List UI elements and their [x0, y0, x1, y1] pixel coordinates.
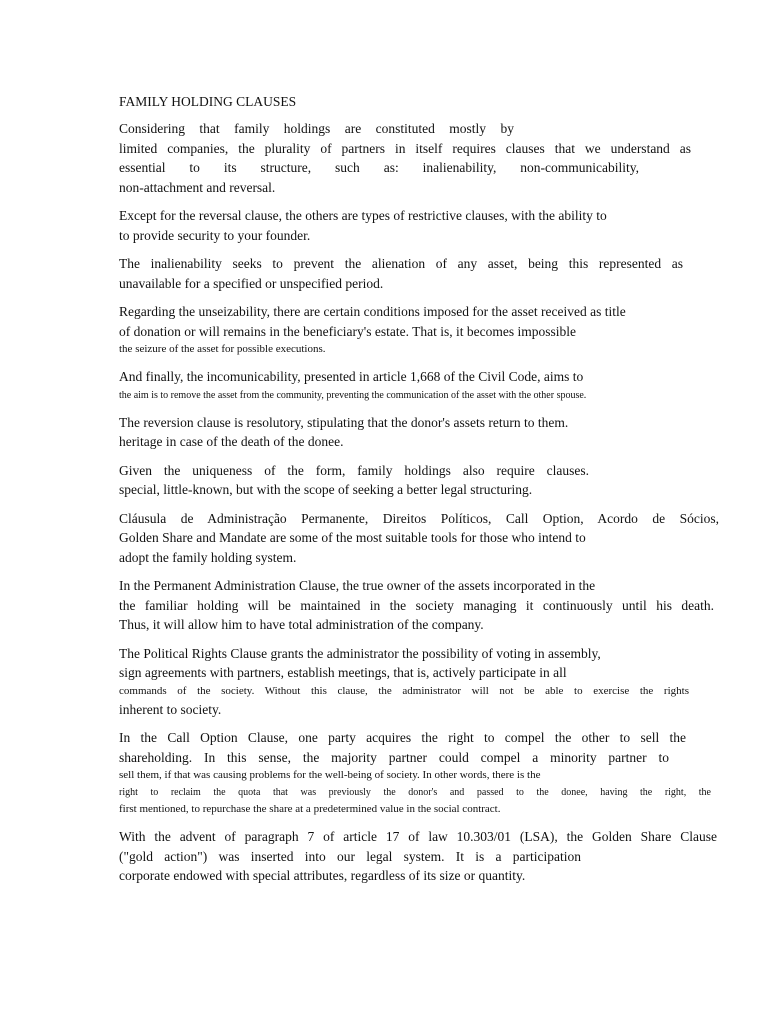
paragraph-uniqueness [119, 461, 719, 500]
text-line: corporate endowed with special attributes, regardless of its size or quantity. [119, 868, 526, 883]
paragraph-unseizability [119, 302, 719, 358]
text-line: essential to its structure, such as: inalienability, non-communicability, [119, 160, 639, 175]
text-line: adopt the family holding system. [119, 549, 297, 565]
text-line: Except for the reversal clause, the others are types of restrictive clauses, with the ability to [119, 208, 607, 223]
text-line: the seizure of the asset for possible executions. [119, 343, 326, 355]
text-line: ("gold action") was inserted into our legal system. It is a participation [119, 848, 581, 864]
text-line: shareholding. In this sense, the majority partner could compel a minority partner to [119, 749, 669, 765]
text-line: first mentioned, to repurchase the share at a predetermined value in the social contract. [119, 803, 501, 815]
paragraph-golden-share [119, 827, 719, 886]
paragraph-permanent-administration [119, 576, 719, 635]
paragraph-call-option [119, 728, 719, 818]
text-line: In the Permanent Administration Clause, the true owner of the assets incorporated in the [119, 578, 596, 593]
text-line: In the Call Option Clause, one party acquires the right to compel the other to sell the [119, 730, 686, 745]
text-line: Considering that family holdings are constituted mostly by [119, 121, 514, 136]
text-line: non-attachment and reversal. [119, 179, 276, 195]
document-title: FAMILY HOLDING CLAUSES [119, 94, 297, 109]
text-line: of donation or will remains in the beneficiary's estate. That is, it becomes impossible [119, 323, 576, 339]
text-line: The Political Rights Clause grants the administrator the possibility of voting in assembly, [119, 645, 601, 661]
paragraph-holdings-intro [119, 119, 719, 197]
paragraph-inalienability [119, 254, 719, 293]
paragraph-restrictive-clauses [119, 206, 719, 245]
text-line: inherent to society. [119, 701, 222, 717]
text-line: limited companies, the plurality of partners in itself requires clauses that we understand as [119, 140, 691, 156]
text-line: Thus, it will allow him to have total administration of the company. [119, 617, 484, 632]
text-line: The reversion clause is resolutory, stipulating that the donor's assets return to them. [119, 414, 569, 430]
text-line: heritage in case of the death of the donee. [119, 434, 344, 449]
text-line: Given the uniqueness of the form, family holdings also require clauses. [119, 462, 589, 478]
text-line: Regarding the unseizability, there are certain conditions imposed for the asset received as title [119, 304, 626, 319]
text-line: unavailable for a specified or unspecified period. [119, 275, 384, 291]
paragraph-tools [119, 509, 719, 568]
text-line: The inalienability seeks to prevent the alienation of any asset, being this represented as [119, 256, 683, 271]
paragraph-reversion [119, 413, 719, 452]
paragraph-political-rights [119, 644, 719, 720]
text-line: the familiar holding will be maintained in the society managing it continuously until his death. [119, 597, 714, 613]
text-line: sign agreements with partners, establish meetings, that is, actively participate in all [119, 665, 567, 680]
text-line: And finally, the incomunicability, presented in article 1,668 of the Civil Code, aims to [119, 369, 584, 384]
text-line: sell them, if that was causing problems for the well-being of society. In other words, there is the [119, 769, 541, 781]
paragraph-incommunicability [119, 367, 719, 404]
text-line: Cláusula de Administração Permanente, Direitos Políticos, Call Option, Acordo de Sócios, [119, 510, 719, 526]
document-body [119, 92, 719, 895]
text-line: the aim is to remove the asset from the community, preventing the communication of the asset with the other spouse. [119, 389, 587, 401]
text-line: to provide security to your founder. [119, 227, 311, 243]
text-line: Golden Share and Mandate are some of the most suitable tools for those who intend to [119, 530, 586, 545]
text-line: commands of the society. Without this clause, the administrator will not be able to exercise the rights [119, 684, 689, 697]
text-line: right to reclaim the quota that was previously the donor's and passed to the donee, having the right, the [119, 787, 711, 798]
text-line: special, little-known, but with the scope of seeking a better legal structuring. [119, 482, 533, 497]
text-line: With the advent of paragraph 7 of article 17 of law 10.303/01 (LSA), the Golden Share Clause [119, 829, 717, 844]
